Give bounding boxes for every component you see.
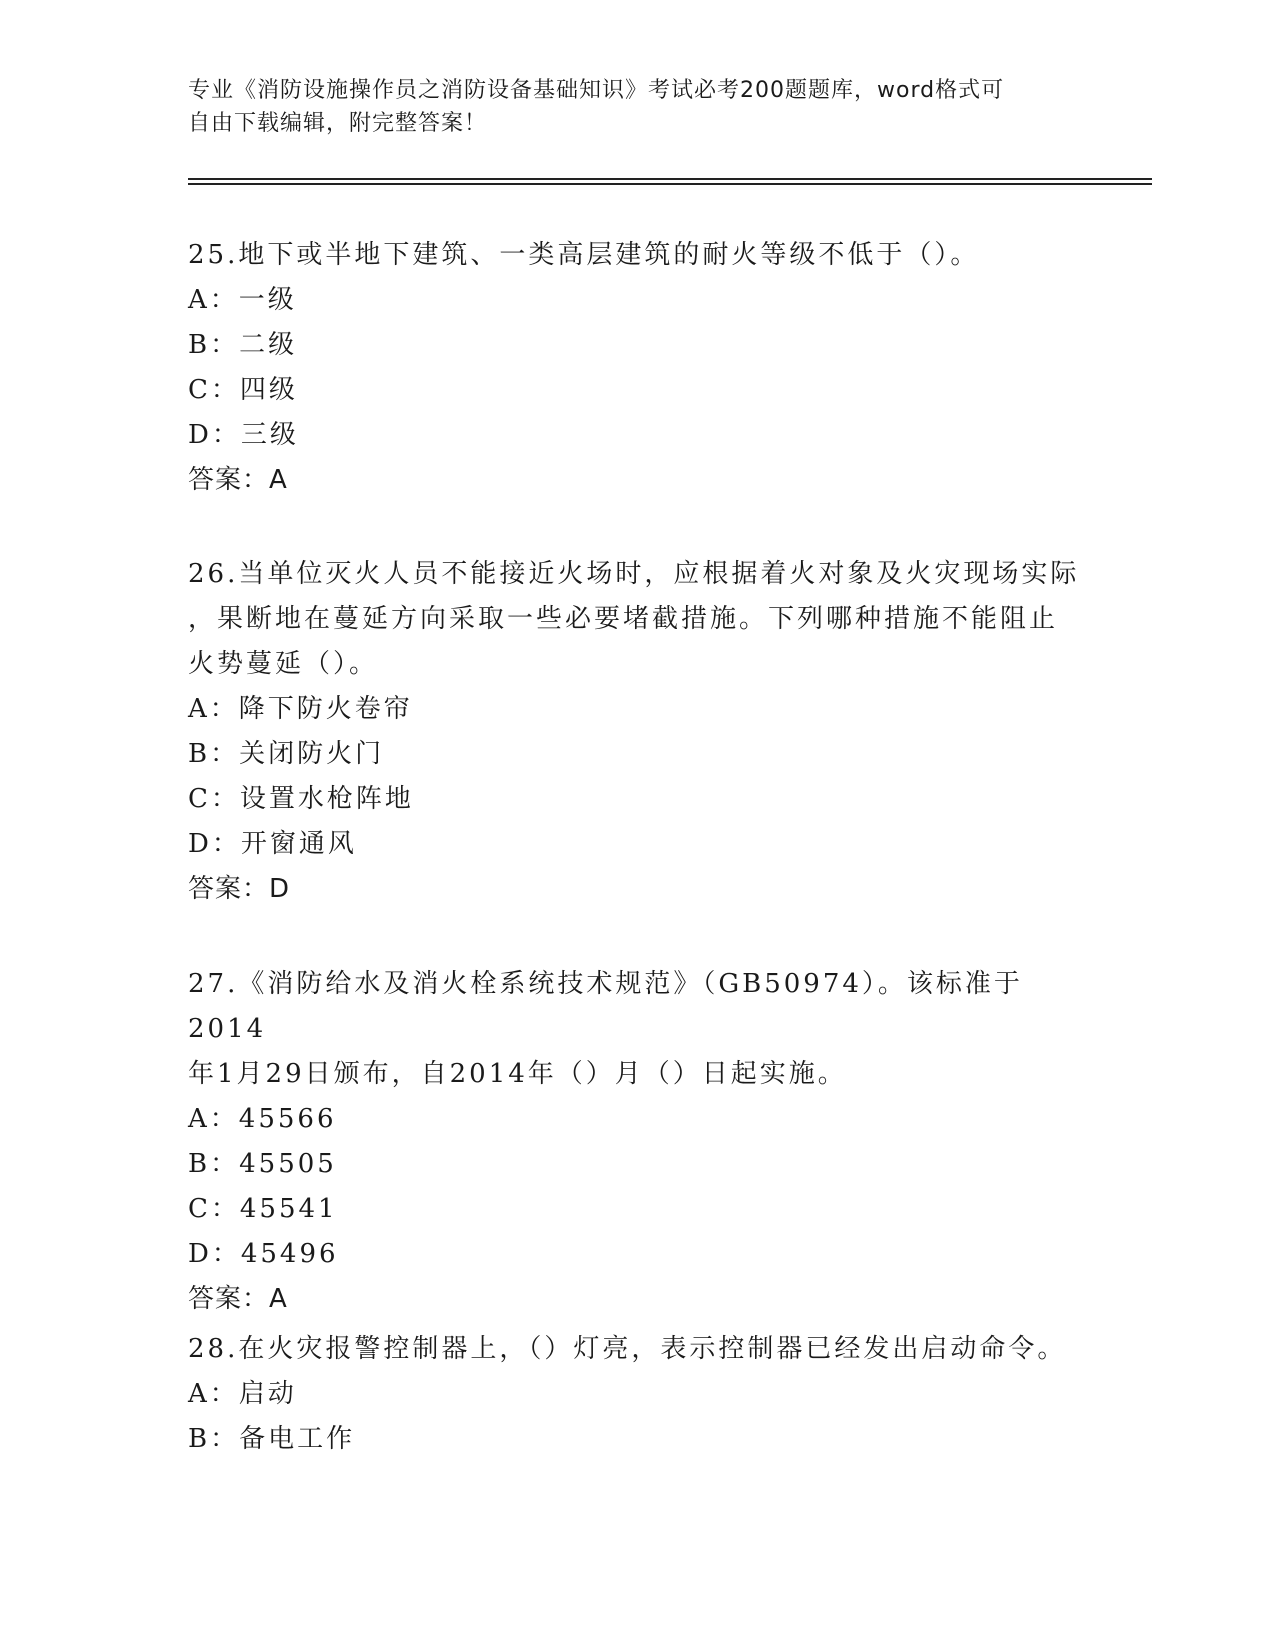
option-b: B：关闭防火门 bbox=[188, 739, 385, 769]
option-a: A：降下防火卷帘 bbox=[188, 694, 413, 724]
header-line-2: 自由下载编辑，附完整答案！ bbox=[188, 111, 488, 136]
header-divider-bottom bbox=[188, 183, 1152, 185]
question-text-line-2: 年1月29日颁布，自2014年（）月（）日起实施。 bbox=[188, 1059, 847, 1089]
answer: 答案：A bbox=[188, 1284, 288, 1314]
header-divider-top bbox=[188, 178, 1152, 180]
option-c: C：设置水枪阵地 bbox=[188, 784, 414, 814]
option-d: D：45496 bbox=[188, 1239, 339, 1269]
question-28 bbox=[188, 1327, 1088, 1462]
question-text-line-1: 26.当单位灭火人员不能接近火场时，应根据着火对象及火灾现场实际 bbox=[188, 559, 1080, 589]
option-a: A：启动 bbox=[188, 1379, 297, 1409]
question-text-line-3: 火势蔓延（）。 bbox=[188, 649, 379, 679]
option-b: B：二级 bbox=[188, 330, 298, 360]
question-text: 28.在火灾报警控制器上，（）灯亮，表示控制器已经发出启动命令。 bbox=[188, 1334, 1067, 1364]
option-b: B：45505 bbox=[188, 1149, 337, 1179]
option-d: D：开窗通风 bbox=[188, 829, 357, 859]
option-d: D：三级 bbox=[188, 420, 299, 450]
question-25 bbox=[188, 233, 1088, 503]
option-a: A：一级 bbox=[188, 285, 297, 315]
question-text: 25.地下或半地下建筑、一类高层建筑的耐火等级不低于（）。 bbox=[188, 240, 980, 270]
option-c: C：45541 bbox=[188, 1194, 338, 1224]
question-26 bbox=[188, 552, 1088, 912]
question-27 bbox=[188, 962, 1088, 1322]
document-header bbox=[188, 74, 1088, 140]
option-b: B：备电工作 bbox=[188, 1424, 356, 1454]
header-line-1: 专业《消防设施操作员之消防设备基础知识》考试必考200题题库，word格式可 bbox=[188, 78, 1005, 103]
question-text-line-2: ，果断地在蔓延方向采取一些必要堵截措施。下列哪种措施不能阻止 bbox=[188, 604, 1059, 634]
question-text-line-1: 27.《消防给水及消火栓系统技术规范》（GB50974）。该标准于2014 bbox=[188, 969, 1023, 1044]
answer: 答案：D bbox=[188, 874, 291, 904]
option-c: C：四级 bbox=[188, 375, 298, 405]
answer: 答案：A bbox=[188, 465, 288, 495]
option-a: A：45566 bbox=[188, 1104, 337, 1134]
